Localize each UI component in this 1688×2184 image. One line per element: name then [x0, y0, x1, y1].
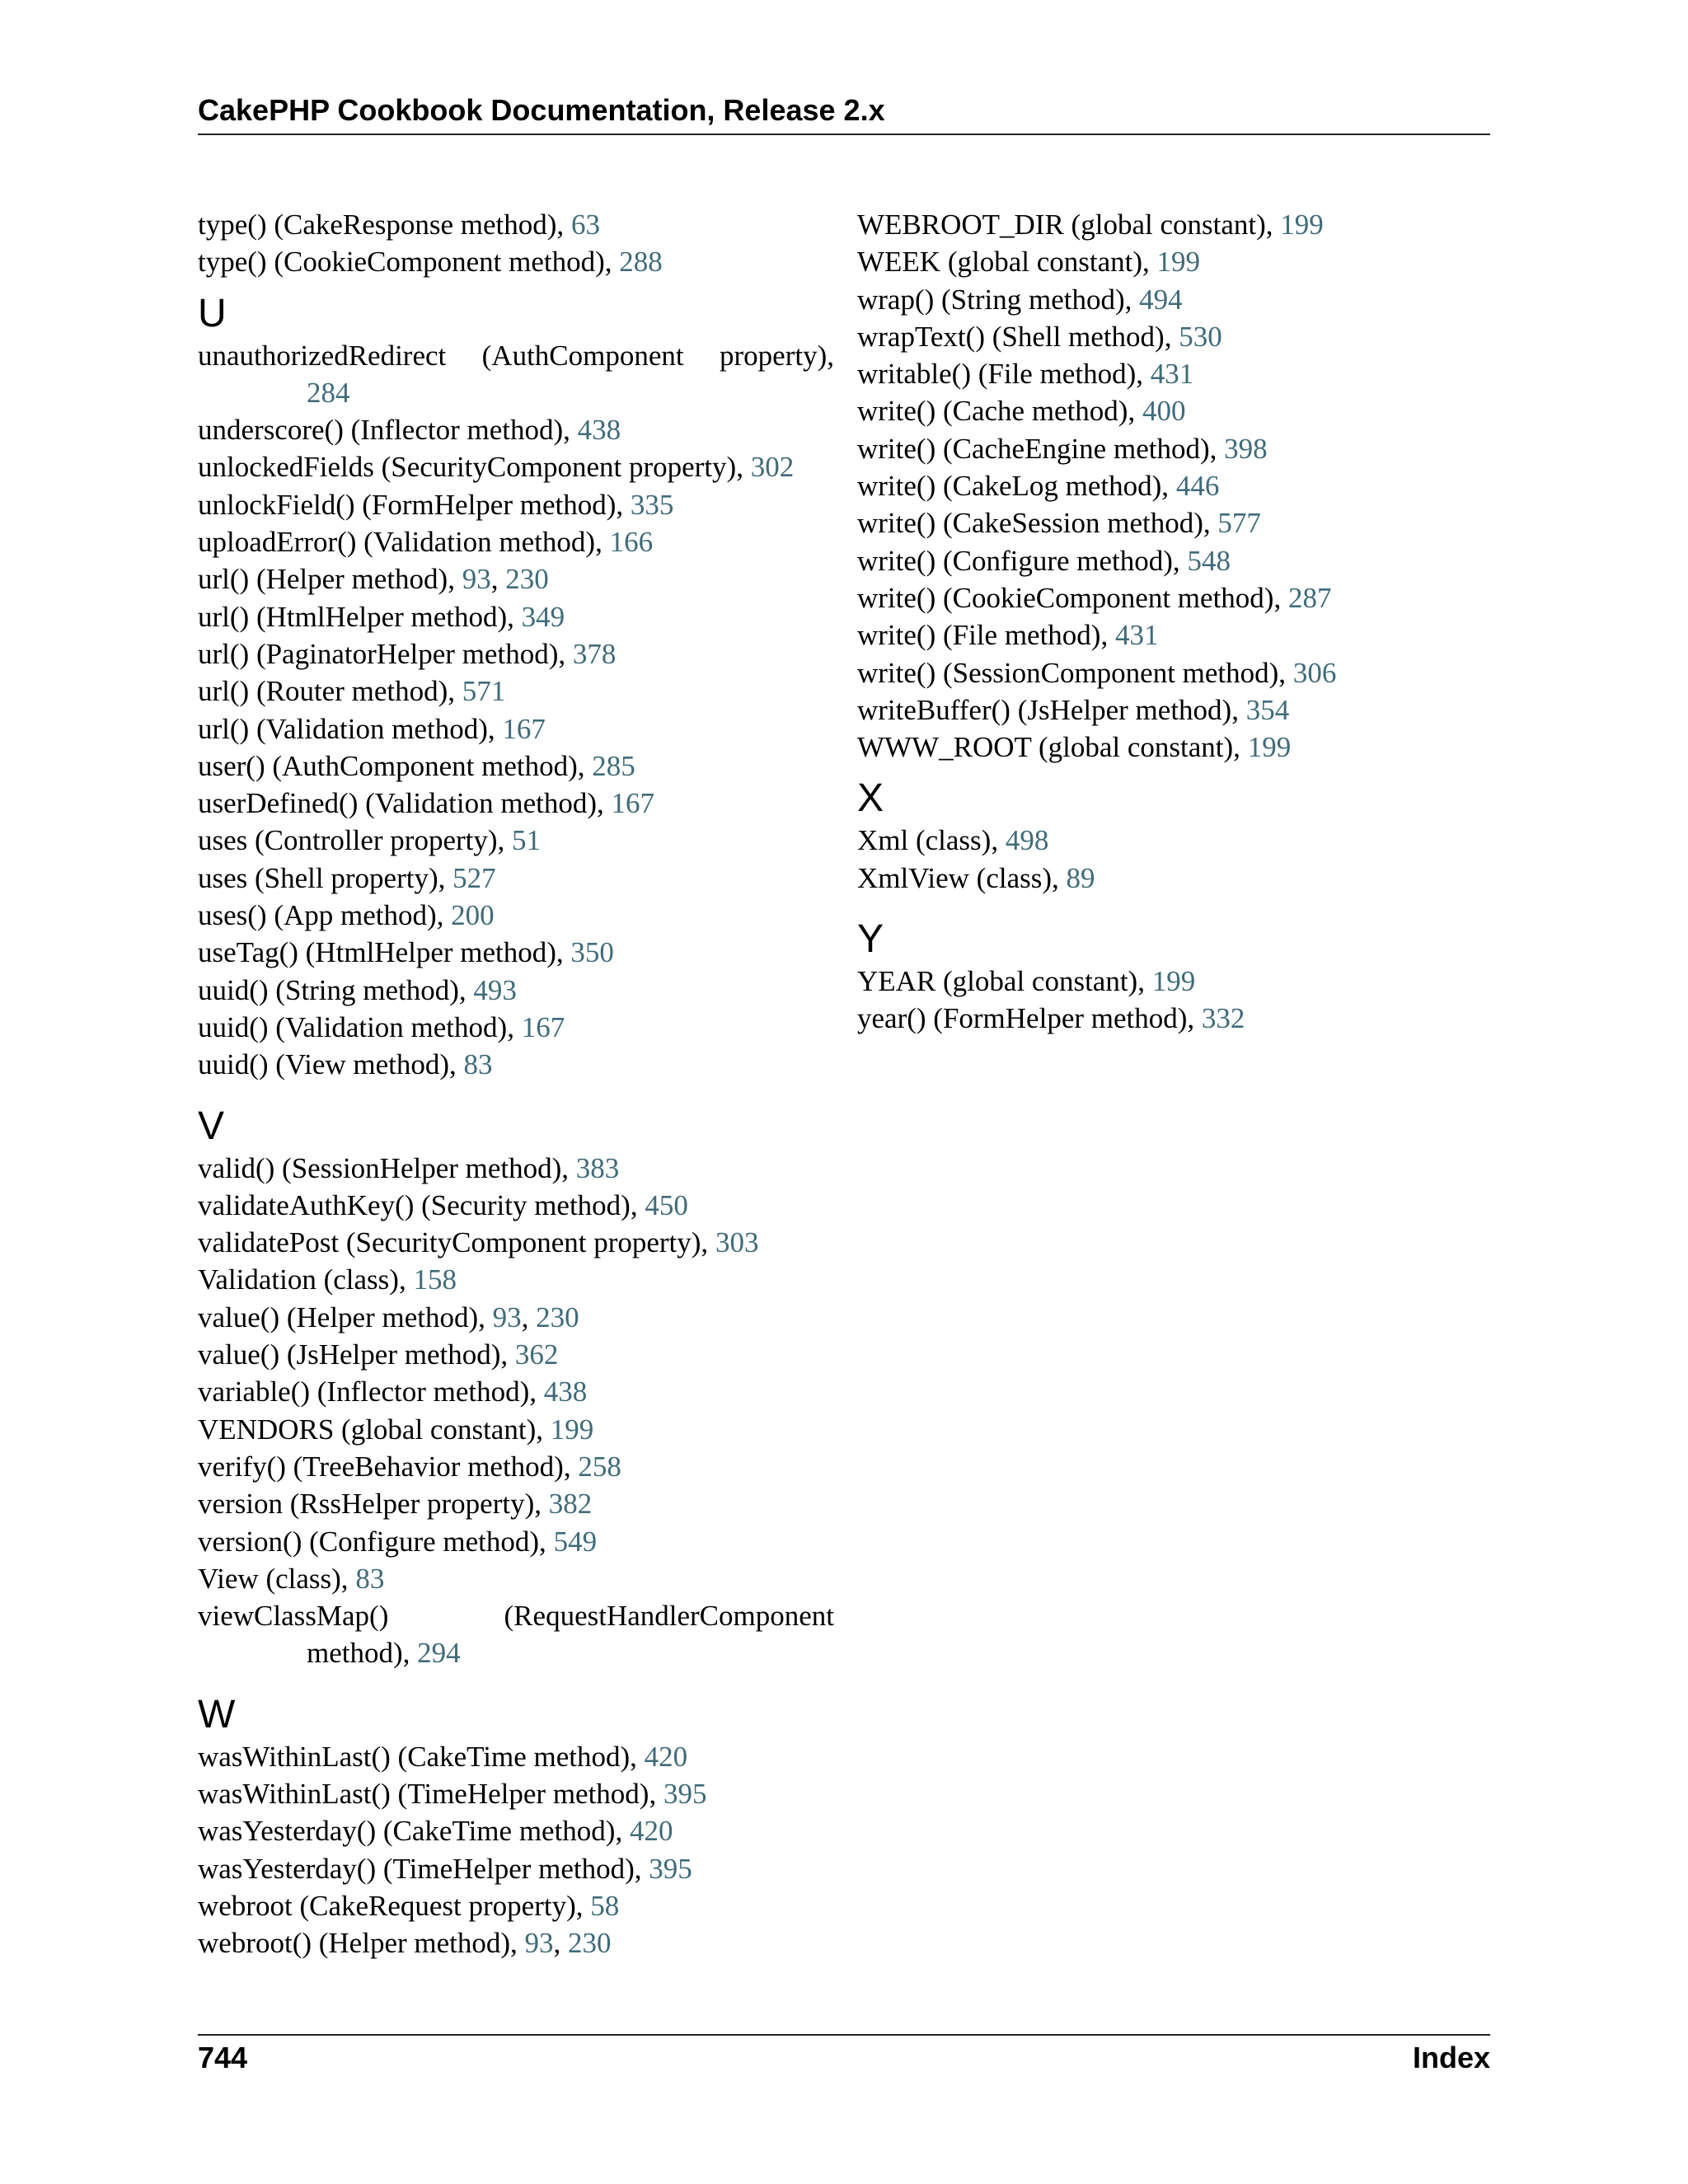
page-ref-link[interactable]: 199 [1280, 209, 1324, 241]
running-footer [198, 2041, 1490, 2080]
page-ref-link[interactable]: 493 [473, 973, 517, 1006]
header-rule [198, 134, 1490, 135]
page-ref-link[interactable]: 51 [512, 824, 542, 857]
page-ref-link[interactable]: 446 [1175, 470, 1220, 503]
index-term: unlockedFields (SecurityComponent property), [198, 451, 751, 484]
index-entry [198, 411, 834, 448]
index-term: write() (File method), [857, 619, 1115, 652]
index-term: valid() (SessionHelper method), [198, 1151, 576, 1184]
index-entry [857, 281, 1490, 318]
index-term: unlockField() (FormHelper method), [198, 488, 631, 521]
index-term: method), [307, 1637, 418, 1670]
index-entry [198, 448, 834, 485]
index-term: uuid() (String method), [198, 973, 474, 1006]
index-entry: webroot() (Helper method), 93, 230 [198, 1927, 612, 1960]
page-ref-link[interactable]: 302 [750, 451, 795, 484]
index-term: uses() (App method), [198, 899, 452, 932]
index-entry [857, 392, 1490, 429]
index-entry [198, 822, 834, 859]
page-ref-link[interactable]: 199 [1247, 731, 1292, 764]
page-ref-link[interactable]: 383 [575, 1151, 620, 1184]
index-term: (AuthComponent [481, 339, 684, 372]
index-term: version (RssHelper property), [198, 1488, 549, 1521]
index-term: viewClassMap() [198, 1600, 389, 1633]
running-header: CakePHP Cookbook Documentation, Release 2.x [198, 93, 885, 127]
index-entry [198, 785, 834, 822]
page-ref-link[interactable]: 395 [663, 1777, 707, 1810]
page-ref-link[interactable]: 285 [592, 749, 635, 782]
index-entry [198, 1812, 834, 1849]
index-entry [198, 897, 834, 934]
index-entry [857, 504, 1490, 541]
index-term: write() (Configure method), [857, 544, 1188, 577]
page-ref-link[interactable]: 284 [307, 376, 350, 409]
index-entry [857, 579, 1490, 616]
index-term: value() (JsHelper method), [198, 1338, 515, 1371]
index-entry [198, 598, 834, 635]
page-ref-link[interactable]: 93 [524, 1927, 554, 1960]
index-entry [198, 523, 834, 560]
index-term: wrap() (String method), [857, 283, 1140, 316]
index-entry [198, 748, 834, 785]
index-term: uuid() (View method), [198, 1048, 464, 1081]
page-ref-link[interactable]: 354 [1245, 693, 1290, 726]
index-term: write() (Cache method), [857, 395, 1142, 428]
page-ref-link[interactable]: 362 [514, 1338, 559, 1371]
index-entry [198, 673, 834, 710]
index-entry [198, 1448, 834, 1485]
page-ref-link[interactable]: 230 [505, 563, 549, 596]
index-term: writable() (File method), [857, 358, 1151, 391]
index-entry [857, 729, 1490, 766]
page-ref-link[interactable]: 577 [1217, 507, 1261, 540]
page-ref-link[interactable]: 294 [417, 1637, 461, 1670]
page-ref-link[interactable]: 382 [548, 1488, 593, 1521]
page-ref-link[interactable]: 230 [536, 1301, 579, 1333]
index-term: property), [720, 339, 834, 372]
page-ref-link[interactable]: 58 [590, 1889, 620, 1922]
index-term: type() (CookieComponent method), [198, 246, 620, 279]
index-entry [198, 860, 834, 897]
page-ref-link[interactable]: 527 [452, 861, 496, 894]
index-entry [198, 1261, 834, 1298]
page-ref-link[interactable]: 199 [550, 1413, 594, 1446]
index-term: Validation (class), [198, 1263, 414, 1296]
index-term: url() (Helper method), [198, 563, 462, 596]
index-entry [857, 467, 1490, 504]
index-entry [857, 822, 1490, 859]
index-entry [198, 710, 834, 748]
index-entry [198, 1775, 834, 1812]
index-term: type() (CakeResponse method), [198, 209, 571, 241]
index-term: XmlView (class), [857, 861, 1067, 894]
page-ref-link[interactable]: 89 [1066, 861, 1095, 894]
index-term: write() (CakeLog method), [857, 470, 1176, 503]
index-term: YEAR (global constant), [857, 965, 1152, 998]
index-letter-heading: W [198, 1692, 236, 1736]
page-ref-link[interactable]: 200 [451, 899, 495, 932]
index-term: url() (Router method), [198, 675, 462, 708]
index-letter-heading: V [198, 1104, 225, 1148]
page-ref-link[interactable]: 230 [568, 1927, 612, 1960]
index-entry [198, 1187, 834, 1224]
page-ref-link[interactable]: 93 [492, 1301, 522, 1333]
page-ref-link[interactable]: 398 [1224, 432, 1268, 465]
page-ref-link[interactable]: 332 [1201, 1002, 1245, 1035]
page-ref-link[interactable]: 450 [645, 1188, 688, 1221]
page-ref-link[interactable]: 498 [1005, 824, 1049, 857]
index-term: url() (HtmlHelper method), [198, 600, 522, 633]
page-ref-link[interactable]: 83 [463, 1048, 493, 1081]
page-ref-link[interactable]: 530 [1179, 320, 1222, 353]
page-ref-link[interactable]: 306 [1292, 656, 1337, 689]
index-term: wrapText() (Shell method), [857, 320, 1179, 353]
index-term: writeBuffer() (JsHelper method), [857, 693, 1246, 726]
index-entry [857, 430, 1490, 467]
index-term: unauthorizedRedirect [198, 339, 447, 372]
index-term: year() (FormHelper method), [857, 1002, 1202, 1035]
page-ref-link[interactable]: 431 [1114, 619, 1159, 652]
index-entry [198, 1336, 834, 1373]
index-entry [198, 972, 834, 1009]
index-term: write() (SessionComponent method), [857, 656, 1293, 689]
index-entry [857, 963, 1490, 1000]
footer-section-title: Index [1412, 2041, 1490, 2074]
index-entry [198, 1009, 834, 1046]
index-term: WEBROOT_DIR (global constant), [857, 209, 1281, 241]
index-term: userDefined() (Validation method), [198, 787, 612, 820]
page-number: 744 [198, 2041, 248, 2074]
index-term: wasYesterday() (TimeHelper method), [198, 1852, 649, 1885]
index-entry [198, 1411, 834, 1448]
page-ref-link[interactable]: 494 [1139, 283, 1183, 316]
index-term: validateAuthKey() (Security method), [198, 1188, 645, 1221]
index-entry: value() (Helper method), 93, 230 [198, 1301, 579, 1333]
page-ref-link[interactable]: 288 [619, 246, 663, 279]
page-ref-link[interactable]: 571 [462, 675, 506, 708]
index-entry [198, 1850, 834, 1887]
index-term: (RequestHandlerComponent [504, 1600, 834, 1633]
index-term: user() (AuthComponent method), [198, 749, 593, 782]
index-entry [198, 486, 834, 523]
index-letter-heading: Y [857, 917, 884, 962]
page-ref-link[interactable]: 548 [1187, 544, 1231, 577]
index-term: write() (CookieComponent method), [857, 581, 1288, 614]
page-ref-link[interactable]: 335 [630, 488, 674, 521]
index-entry [198, 934, 834, 971]
index-term: validatePost (SecurityComponent property), [198, 1226, 715, 1259]
page-ref-link[interactable]: 349 [521, 600, 565, 633]
index-entry [198, 1373, 834, 1410]
index-entry [857, 654, 1490, 691]
index-term: value() (Helper method), [198, 1301, 493, 1333]
page-ref-link[interactable]: 420 [629, 1815, 673, 1848]
page-ref-link[interactable]: 166 [609, 526, 654, 559]
index-term: verify() (TreeBehavior method), [198, 1450, 579, 1483]
index-term: underscore() (Inflector method), [198, 414, 578, 447]
page-ref-link[interactable]: 438 [577, 414, 621, 447]
index-entry [857, 616, 1490, 654]
index-term: version() (Configure method), [198, 1525, 554, 1558]
index-entry [198, 1523, 834, 1560]
page-ref-link[interactable]: 431 [1150, 358, 1194, 391]
index-term: url() (Validation method), [198, 712, 503, 745]
index-term: WWW_ROOT (global constant), [857, 731, 1248, 764]
index-entry: url() (Helper method), 93, 230 [198, 563, 549, 596]
index-term: wasWithinLast() (CakeTime method), [198, 1740, 645, 1773]
index-entry [198, 1597, 834, 1634]
index-term: uses (Controller property), [198, 824, 513, 857]
index-entry [198, 243, 834, 280]
page-ref-link[interactable]: 350 [570, 936, 614, 969]
index-entry [198, 1887, 834, 1924]
index-letter-heading: X [857, 776, 884, 821]
index-entry-continuation [198, 1634, 834, 1671]
index-term: Xml (class), [857, 824, 1006, 857]
index-entry [198, 1738, 834, 1775]
index-entry-continuation [198, 374, 834, 411]
index-term: write() (CacheEngine method), [857, 432, 1225, 465]
page-ref-link[interactable]: 438 [543, 1376, 588, 1408]
index-term: url() (PaginatorHelper method), [198, 637, 573, 670]
index-term: View (class), [198, 1562, 356, 1595]
page-ref-link[interactable]: 258 [578, 1450, 621, 1483]
index-entry [198, 1150, 834, 1187]
index-entry [198, 1224, 834, 1261]
index-term: uploadError() (Validation method), [198, 526, 610, 559]
index-term: wasYesterday() (CakeTime method), [198, 1815, 630, 1848]
page-ref-link[interactable]: 167 [502, 712, 546, 745]
index-entry [857, 355, 1490, 392]
page-ref-link[interactable]: 400 [1142, 395, 1186, 428]
index-column-left [198, 206, 834, 1961]
page-ref-link[interactable]: 83 [355, 1562, 385, 1595]
page-ref-link[interactable]: 378 [572, 637, 617, 670]
page-ref-link[interactable]: 93 [462, 563, 491, 596]
page-ref-link[interactable]: 420 [644, 1740, 688, 1773]
index-term: useTag() (HtmlHelper method), [198, 936, 571, 969]
index-term: uuid() (Validation method), [198, 1010, 522, 1043]
index-term: webroot() (Helper method), [198, 1927, 525, 1960]
footer-rule [198, 2034, 1490, 2036]
index-entry [857, 206, 1490, 243]
page-ref-link[interactable]: 287 [1287, 581, 1332, 614]
index-letter-heading: U [198, 291, 227, 335]
index-entry [198, 635, 834, 673]
index-term: VENDORS (global constant), [198, 1413, 551, 1446]
index-entry [198, 1485, 834, 1522]
index-entry [857, 318, 1490, 355]
index-term: webroot (CakeRequest property), [198, 1889, 591, 1922]
index-entry [198, 1560, 834, 1597]
page-ref-link[interactable]: 199 [1156, 246, 1201, 279]
page-ref-link[interactable]: 167 [611, 787, 655, 820]
index-term: wasWithinLast() (TimeHelper method), [198, 1777, 663, 1810]
index-column-right [857, 206, 1490, 1038]
index-term: variable() (Inflector method), [198, 1376, 544, 1408]
page-ref-link[interactable]: 167 [521, 1010, 565, 1043]
index-term: WEEK (global constant), [857, 246, 1157, 279]
page-ref-link[interactable]: 395 [649, 1852, 692, 1885]
index-entry [198, 337, 834, 374]
index-entry [198, 1046, 834, 1083]
index-entry [857, 860, 1490, 897]
page-ref-link[interactable]: 158 [413, 1263, 457, 1296]
index-entry [857, 243, 1490, 280]
index-entry [857, 542, 1490, 579]
page-ref-link[interactable]: 549 [553, 1525, 598, 1558]
page-ref-link[interactable]: 303 [715, 1226, 759, 1259]
index-entry [857, 691, 1490, 729]
index-entry [198, 206, 834, 243]
page-ref-link[interactable]: 199 [1151, 965, 1196, 998]
index-term: write() (CakeSession method), [857, 507, 1218, 540]
index-term: uses (Shell property), [198, 861, 453, 894]
index-entry [857, 1000, 1490, 1037]
page-ref-link[interactable]: 63 [570, 209, 600, 241]
